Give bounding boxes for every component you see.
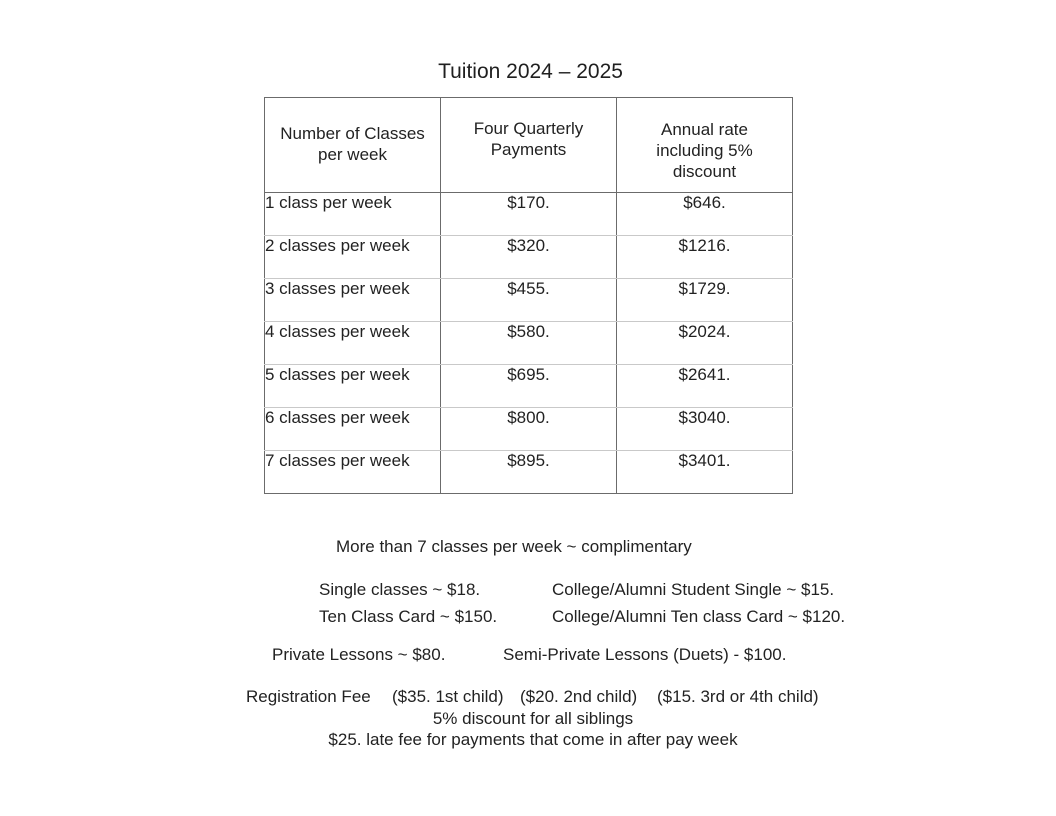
- note-private-lessons: Private Lessons ~ $80.: [272, 645, 446, 664]
- cell-annual-rate: $3401.: [617, 451, 793, 494]
- table-row: [265, 365, 793, 408]
- cell-quarterly-payment: $320.: [441, 236, 617, 279]
- note-semi-private-lessons: Semi-Private Lessons (Duets) - $100.: [503, 645, 787, 664]
- cell-quarterly-payment: $895.: [441, 451, 617, 494]
- cell-quarterly-payment: $580.: [441, 322, 617, 365]
- note-late-fee: $25. late fee for payments that come in after pay week: [328, 730, 738, 749]
- note-sibling-discount: 5% discount for all siblings: [432, 709, 634, 728]
- header-classes-per-week: [265, 98, 441, 193]
- table-row: [265, 236, 793, 279]
- cell-annual-rate: $3040.: [617, 408, 793, 451]
- cell-annual-rate: $2641.: [617, 365, 793, 408]
- header-text-line: per week: [318, 145, 387, 164]
- note-college-single: College/Alumni Student Single ~ $15.: [552, 580, 835, 599]
- cell-classes-per-week: 5 classes per week: [265, 365, 441, 408]
- table-header-row: [265, 98, 793, 193]
- cell-classes-per-week: 1 class per week: [265, 193, 441, 236]
- cell-annual-rate: $1729.: [617, 279, 793, 322]
- cell-annual-rate: $646.: [617, 193, 793, 236]
- table-row: [265, 408, 793, 451]
- note-ten-class-card: Ten Class Card ~ $150.: [319, 607, 498, 626]
- header-text-line: including 5%: [656, 141, 753, 160]
- cell-classes-per-week: 6 classes per week: [265, 408, 441, 451]
- header-text-line: Payments: [490, 140, 567, 159]
- cell-quarterly-payment: $455.: [441, 279, 617, 322]
- cell-classes-per-week: 2 classes per week: [265, 236, 441, 279]
- cell-quarterly-payment: $695.: [441, 365, 617, 408]
- cell-classes-per-week: 7 classes per week: [265, 451, 441, 494]
- cell-quarterly-payment: $800.: [441, 408, 617, 451]
- header-text-line: Annual rate: [661, 120, 748, 139]
- table-body: [265, 193, 793, 494]
- header-text-line: discount: [672, 162, 737, 181]
- cell-classes-per-week: 4 classes per week: [265, 322, 441, 365]
- note-complimentary: More than 7 classes per week ~ complimentary: [336, 537, 692, 556]
- table-row: [265, 193, 793, 236]
- registration-fee-label: Registration Fee: [246, 687, 371, 706]
- tuition-table: [264, 97, 793, 494]
- cell-annual-rate: $2024.: [617, 322, 793, 365]
- registration-fee-third-fourth-child: ($15. 3rd or 4th child): [657, 687, 819, 706]
- cell-quarterly-payment: $170.: [441, 193, 617, 236]
- cell-annual-rate: $1216.: [617, 236, 793, 279]
- header-text-line: Number of Classes: [280, 124, 425, 143]
- note-college-ten-class-card: College/Alumni Ten class Card ~ $120.: [552, 607, 846, 626]
- header-quarterly-payments: [441, 98, 617, 193]
- table-row: [265, 322, 793, 365]
- cell-classes-per-week: 3 classes per week: [265, 279, 441, 322]
- registration-fee-second-child: ($20. 2nd child): [520, 687, 638, 706]
- note-single-classes: Single classes ~ $18.: [319, 580, 481, 599]
- table-row: [265, 279, 793, 322]
- registration-fee-first-child: ($35. 1st child): [392, 687, 504, 706]
- page-title: Tuition 2024 – 2025: [438, 60, 623, 83]
- table-row: [265, 451, 793, 494]
- header-annual-rate: [617, 98, 793, 193]
- header-text-line: Four Quarterly: [473, 119, 584, 138]
